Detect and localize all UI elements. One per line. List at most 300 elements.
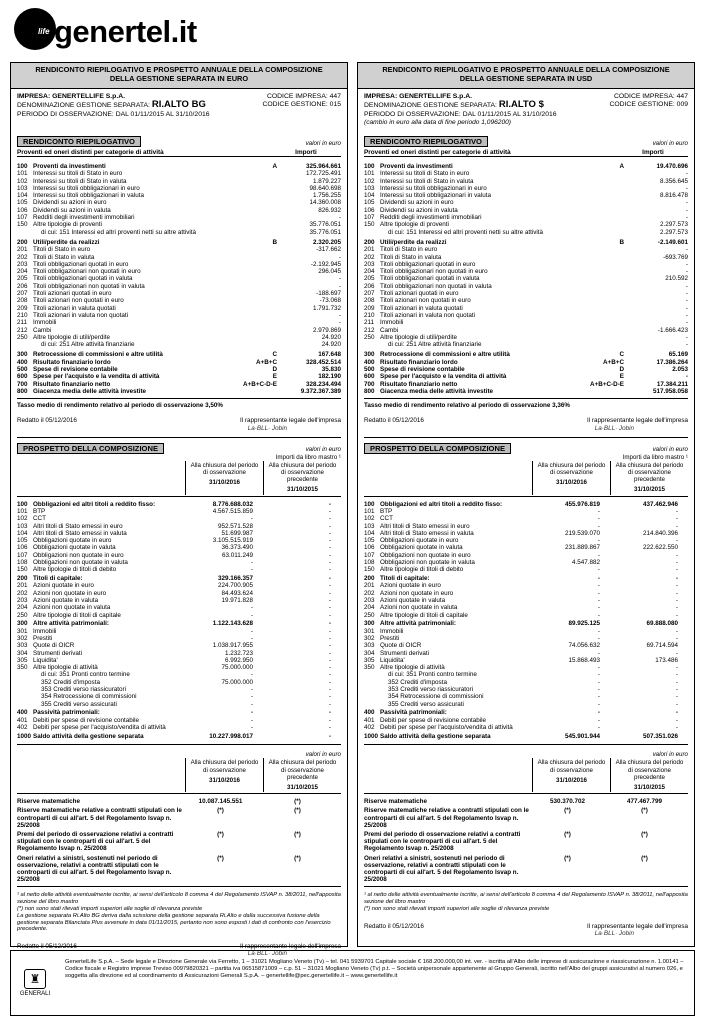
row-code: 207 bbox=[17, 290, 28, 298]
row-label: Proventi da investimenti bbox=[33, 163, 106, 170]
row-label: di cui: 151 Interessi ed altri proventi netti su altre attività bbox=[41, 228, 197, 236]
row-value: 172.725.491 bbox=[305, 170, 341, 178]
row-value-current: - bbox=[250, 709, 253, 717]
row-letter bbox=[580, 275, 630, 282]
row-value-previous: (*) bbox=[641, 854, 648, 862]
table-row bbox=[17, 830, 341, 854]
row-label: Riserve matematiche relative a contratti stipulati con le controparti di cui all'art. 5 del Regolamento Isvap n. 25/2008 bbox=[364, 807, 529, 829]
row-value-current: 10.087.145.551 bbox=[198, 798, 243, 806]
row-value: 9.372.367.389 bbox=[300, 387, 341, 395]
row-code: 401 bbox=[364, 716, 375, 724]
row-code: 305 bbox=[364, 656, 375, 664]
row-code: 208 bbox=[17, 297, 28, 305]
table-row bbox=[17, 508, 341, 515]
row-letter bbox=[580, 261, 630, 268]
row-code: 400 bbox=[17, 709, 28, 717]
date-current: 31/10/2016 bbox=[209, 479, 240, 487]
row-letter bbox=[233, 341, 283, 348]
table-row bbox=[17, 537, 341, 544]
row-code: 500 bbox=[364, 366, 375, 374]
rendiconto-table-head bbox=[364, 147, 688, 157]
table-row bbox=[364, 254, 688, 261]
gestione-name: RI.ALTO $ bbox=[498, 99, 544, 111]
table-row bbox=[364, 701, 688, 708]
row-label: Spese per l'acquisto e la vendita di attività bbox=[33, 373, 160, 381]
table-row bbox=[364, 334, 688, 341]
date-previous: 31/10/2015 bbox=[634, 783, 665, 791]
chiusura-periodo: Alla chiusura del periodo di osservazione bbox=[190, 461, 259, 477]
riserve-table bbox=[11, 794, 347, 884]
table-row bbox=[17, 724, 341, 731]
gestione-name: RI.ALTO BG bbox=[151, 99, 206, 111]
row-label: BTP bbox=[33, 507, 46, 515]
row-value-current: - bbox=[597, 582, 600, 590]
row-label: Redditi degli investimenti immobiliari bbox=[380, 214, 482, 222]
row-code: 150 bbox=[364, 566, 375, 574]
row-letter: C bbox=[619, 351, 624, 359]
row-code: 202 bbox=[17, 253, 28, 261]
report-subtitle: DELLA GESTIONE SEPARATA IN EURO bbox=[109, 73, 249, 83]
row-letter bbox=[580, 388, 630, 395]
table-row bbox=[364, 582, 688, 589]
row-label: Titoli azionari in valuta quotati bbox=[33, 304, 116, 312]
footnotes bbox=[11, 887, 347, 933]
row-code: 102 bbox=[17, 177, 28, 185]
row-label: Titoli di capitale: bbox=[380, 575, 430, 583]
row-value-current: - bbox=[597, 596, 600, 604]
row-code: 204 bbox=[17, 268, 28, 276]
row-value-current: 10.227.998.017 bbox=[209, 732, 253, 740]
row-value-previous: 214.840.396 bbox=[642, 529, 678, 537]
prospetto-table-head bbox=[11, 461, 347, 495]
lion-icon: ♜ bbox=[24, 969, 46, 989]
row-value: - bbox=[685, 373, 688, 381]
row-value-current: - bbox=[250, 627, 253, 635]
row-value-previous: - bbox=[675, 589, 678, 597]
chiusura-periodo: Alla chiusura del periodo di osservazione bbox=[190, 759, 259, 774]
row-code: 202 bbox=[364, 589, 375, 597]
row-code: 106 bbox=[364, 544, 375, 552]
row-value-previous: - bbox=[328, 589, 331, 597]
riserve-table bbox=[358, 794, 694, 884]
table-row bbox=[17, 268, 341, 275]
row-code: 208 bbox=[364, 297, 375, 305]
row-code: 102 bbox=[364, 177, 375, 185]
row-label: Titoli obbligazionari quotati in valuta bbox=[33, 275, 133, 283]
row-letter: C bbox=[272, 351, 277, 359]
row-label: 352 Crediti d'imposta bbox=[41, 678, 100, 686]
row-letter bbox=[233, 268, 283, 275]
row-letter bbox=[233, 388, 283, 395]
report-subtitle: DELLA GESTIONE SEPARATA IN USD bbox=[459, 73, 593, 83]
row-value-previous: - bbox=[328, 529, 331, 537]
row-value-previous: - bbox=[328, 559, 331, 566]
row-code: 205 bbox=[17, 275, 28, 283]
table-row bbox=[17, 297, 341, 304]
row-value-previous: - bbox=[328, 620, 331, 628]
row-label: Altre tipologie di attività bbox=[380, 664, 445, 672]
date-previous: 31/10/2015 bbox=[287, 783, 318, 791]
row-value-current: - bbox=[250, 604, 253, 612]
table-row bbox=[364, 185, 688, 192]
row-label: Altre tipologie di proventi bbox=[33, 221, 102, 229]
rendiconto-section-header bbox=[11, 135, 347, 147]
row-value: -188.697 bbox=[316, 290, 341, 298]
row-value-current: - bbox=[250, 611, 253, 619]
row-value: 517.958.058 bbox=[652, 387, 688, 395]
table-row bbox=[17, 275, 341, 282]
row-label: Liquidita' bbox=[33, 656, 58, 664]
row-value-previous: - bbox=[328, 551, 331, 559]
row-value-current: - bbox=[597, 678, 600, 686]
table-row bbox=[364, 381, 688, 388]
table-row bbox=[364, 319, 688, 326]
row-value: - bbox=[338, 275, 341, 283]
table-row bbox=[364, 327, 688, 334]
table-row bbox=[364, 559, 688, 566]
row-code: 301 bbox=[364, 627, 375, 635]
table-row bbox=[364, 501, 688, 508]
table-row bbox=[17, 305, 341, 312]
row-value-current: 455.976.819 bbox=[564, 500, 600, 508]
footnote-2: (*) non sono stati rilevati importi superiori alle soglie di rilevanza previste bbox=[364, 905, 550, 912]
row-code: 106 bbox=[364, 206, 375, 214]
row-code: 212 bbox=[364, 326, 375, 334]
table-row bbox=[364, 359, 688, 366]
table-row bbox=[17, 650, 341, 657]
row-value-previous: - bbox=[328, 732, 331, 740]
table-row bbox=[17, 709, 341, 716]
row-value: -317.662 bbox=[316, 246, 341, 254]
row-label: 355 Crediti verso assicurati bbox=[41, 700, 117, 708]
date-previous: 31/10/2015 bbox=[287, 486, 318, 494]
row-letter: E bbox=[619, 373, 624, 381]
row-label: Riserve matematiche bbox=[364, 798, 428, 806]
row-value-current: - bbox=[597, 611, 600, 619]
row-code: 202 bbox=[364, 253, 375, 261]
row-label: 354 Retrocessione di commissioni bbox=[388, 693, 484, 701]
table-row bbox=[17, 597, 341, 604]
table-row bbox=[364, 508, 688, 515]
row-value-previous: - bbox=[328, 596, 331, 604]
row-letter bbox=[580, 319, 630, 326]
row-code: 107 bbox=[364, 214, 375, 222]
row-value: - bbox=[685, 268, 688, 276]
row-label: Titoli azionari quotati in euro bbox=[380, 290, 459, 298]
row-letter bbox=[580, 229, 630, 236]
row-value-previous: 222.622.550 bbox=[642, 544, 678, 552]
row-value-previous: (*) bbox=[294, 807, 301, 815]
table-row bbox=[17, 806, 341, 830]
table-row bbox=[364, 283, 688, 290]
row-value-current: 63.011.249 bbox=[221, 551, 253, 559]
row-label: Passività patrimoniali: bbox=[380, 709, 447, 717]
row-value: -1.666.423 bbox=[657, 326, 688, 334]
row-code: 100 bbox=[364, 500, 375, 508]
table-row bbox=[364, 523, 688, 530]
row-label: BTP bbox=[380, 507, 393, 515]
row-value: 35.830 bbox=[321, 366, 341, 374]
row-code: 206 bbox=[364, 282, 375, 290]
row-code: 209 bbox=[17, 304, 28, 312]
table-row bbox=[17, 163, 341, 170]
table-row bbox=[364, 178, 688, 185]
row-code: 201 bbox=[364, 582, 375, 590]
row-value-previous: - bbox=[328, 575, 331, 583]
row-value-previous: - bbox=[675, 604, 678, 612]
row-value: - bbox=[685, 304, 688, 312]
row-letter: B bbox=[619, 238, 624, 246]
table-row bbox=[17, 199, 341, 206]
row-value: - bbox=[685, 170, 688, 178]
row-label: Prestiti bbox=[380, 634, 400, 642]
row-value-current: - bbox=[250, 559, 253, 566]
row-label: Titoli obbligazionari non quotati in euro bbox=[33, 268, 141, 276]
row-code bbox=[364, 701, 380, 708]
table-row bbox=[17, 657, 341, 664]
row-value-previous: - bbox=[675, 693, 678, 701]
table-row bbox=[17, 351, 341, 358]
table-row bbox=[17, 207, 341, 214]
row-label: Cambi bbox=[380, 326, 399, 334]
row-value-previous: - bbox=[675, 537, 678, 545]
row-code: 600 bbox=[17, 373, 28, 381]
genertel-logo bbox=[14, 8, 214, 54]
row-label: Azioni quotate in valuta bbox=[380, 596, 446, 604]
row-code bbox=[364, 229, 380, 236]
row-letter bbox=[580, 170, 630, 177]
row-value-previous: - bbox=[675, 634, 678, 642]
row-label: Prestiti bbox=[33, 634, 53, 642]
row-label: Riserve matematiche bbox=[17, 798, 81, 806]
row-label: Titoli di Stato in euro bbox=[33, 246, 91, 254]
row-value-current: - bbox=[597, 537, 600, 545]
row-value-current: - bbox=[597, 507, 600, 515]
row-label: Titoli obbligazionari non quotati in euro bbox=[380, 268, 488, 276]
row-value-current: - bbox=[250, 515, 253, 523]
valori-label: valori in euro bbox=[652, 139, 688, 147]
row-value-current: - bbox=[597, 515, 600, 523]
row-label: Dividendi su azioni in euro bbox=[380, 199, 454, 207]
footnote-1: ¹ al netto delle attività eventualmente iscritte, ai sensi dell'articolo 8 comma 4 del Regolamento ISVAP n. 38/2011, nell'apposita sezione del libro mastro bbox=[17, 892, 341, 906]
row-code: 500 bbox=[17, 366, 28, 374]
row-label: Azioni quotate in valuta bbox=[33, 596, 99, 604]
row-code: 302 bbox=[364, 634, 375, 642]
row-letter bbox=[580, 185, 630, 192]
row-code: 300 bbox=[17, 351, 28, 359]
row-label: Immobili bbox=[380, 319, 404, 327]
row-value-previous: - bbox=[675, 575, 678, 583]
row-label: Azioni non quotate in valuta bbox=[380, 604, 458, 612]
row-value-previous: - bbox=[328, 649, 331, 657]
importi-head: Importi bbox=[642, 148, 664, 156]
row-letter bbox=[580, 283, 630, 290]
row-code: 101 bbox=[364, 170, 375, 178]
table-row bbox=[364, 650, 688, 657]
row-code: 201 bbox=[17, 582, 28, 590]
row-value: 328.452.514 bbox=[305, 358, 341, 366]
row-letter: B bbox=[272, 238, 277, 246]
table-row bbox=[17, 733, 341, 740]
row-label: Premi del periodo di osservazione relativi a contratti stipulati con le controparti di cui all'art. 5 del Regolamento Isvap n. 25/2008 bbox=[17, 830, 174, 853]
row-label: di cui: 351 Pronti contro termine bbox=[388, 671, 477, 679]
row-value-previous: - bbox=[675, 649, 678, 657]
row-code: 103 bbox=[364, 184, 375, 192]
row-label: Titoli di Stato in valuta bbox=[33, 253, 95, 261]
table-row bbox=[17, 604, 341, 611]
row-value-current: 84.493.624 bbox=[221, 589, 253, 597]
table-row bbox=[17, 501, 341, 508]
row-value-current: - bbox=[597, 551, 600, 559]
row-letter: D bbox=[619, 366, 624, 374]
table-row bbox=[364, 642, 688, 649]
row-label: Saldo attività della gestione separata bbox=[33, 732, 144, 740]
row-value: 167.648 bbox=[318, 351, 341, 359]
row-label: Titoli obbligazionari quotati in euro bbox=[33, 260, 129, 268]
row-value: -693.769 bbox=[663, 253, 688, 261]
row-value-previous: - bbox=[675, 566, 678, 574]
row-label: Immobili bbox=[33, 627, 57, 635]
row-value-current: (*) bbox=[564, 854, 571, 862]
row-code: 100 bbox=[364, 163, 375, 170]
row-value: - bbox=[685, 246, 688, 254]
table-row bbox=[17, 566, 341, 573]
report-header bbox=[11, 63, 347, 89]
report-title: RENDICONTO RIEPILOGATIVO E PROSPETTO ANNUALE DELLA COMPOSIZIONE bbox=[382, 65, 670, 74]
table-row bbox=[17, 246, 341, 253]
row-value-current: - bbox=[250, 671, 253, 679]
table-row bbox=[17, 373, 341, 380]
table-row bbox=[17, 575, 341, 582]
riserve-table-head bbox=[358, 758, 694, 792]
table-row bbox=[364, 830, 688, 854]
row-letter bbox=[233, 290, 283, 297]
row-value-previous: - bbox=[328, 582, 331, 590]
row-code: 204 bbox=[17, 604, 28, 612]
table-row bbox=[364, 597, 688, 604]
row-value-previous: - bbox=[328, 522, 331, 530]
row-value-previous: - bbox=[675, 582, 678, 590]
date-current: 31/10/2016 bbox=[209, 776, 240, 784]
redatto-date: Redatto il 05/12/2016 bbox=[364, 417, 424, 425]
row-code: 150 bbox=[364, 221, 375, 229]
table-row bbox=[17, 170, 341, 177]
date-previous: 31/10/2015 bbox=[634, 486, 665, 494]
row-code: 104 bbox=[17, 192, 28, 200]
rappresentante-label: Il rappresentante legale dell'impresa bbox=[240, 417, 341, 425]
row-value: 8.356.645 bbox=[659, 177, 688, 185]
row-letter bbox=[233, 319, 283, 326]
table-row bbox=[17, 671, 341, 678]
row-label: Titoli di Stato in valuta bbox=[380, 253, 442, 261]
row-label: Risultato finanziario netto bbox=[380, 380, 458, 388]
row-value-current: - bbox=[597, 709, 600, 717]
row-value: 2.053 bbox=[672, 366, 688, 374]
row-label: Obbligazioni ed altri titoli a reddito fisso: bbox=[380, 500, 503, 508]
row-value-previous: - bbox=[675, 724, 678, 732]
column-euro bbox=[10, 62, 348, 958]
table-row bbox=[364, 686, 688, 693]
row-value-previous: 507.351.026 bbox=[642, 732, 678, 740]
row-label: Quote di OICR bbox=[33, 642, 75, 650]
valori-label: valori in euro bbox=[305, 139, 341, 147]
row-label: CCT bbox=[33, 515, 46, 523]
row-value-current: 75.000.000 bbox=[221, 664, 253, 672]
prospetto-section-header bbox=[11, 442, 347, 454]
table-row bbox=[364, 604, 688, 611]
row-label: Obbligazioni quotate in valuta bbox=[33, 544, 116, 552]
row-value: - bbox=[685, 341, 688, 349]
prospetto-table-head bbox=[358, 461, 694, 495]
row-label: Altre tipologie di titoli di capitale bbox=[380, 611, 468, 619]
row-value: 826.932 bbox=[318, 206, 341, 214]
proventi-head: Proventi ed oneri distinti per categorie di attività bbox=[364, 148, 511, 156]
row-code: 200 bbox=[17, 575, 28, 583]
row-label: 352 Crediti d'imposta bbox=[388, 678, 447, 686]
signature: La·BLL· Jobin bbox=[247, 950, 287, 958]
row-value: 35.776.051 bbox=[309, 221, 341, 229]
row-value-previous: - bbox=[675, 709, 678, 717]
table-row bbox=[364, 590, 688, 597]
row-letter bbox=[233, 185, 283, 192]
row-code: 106 bbox=[17, 206, 28, 214]
row-value-current: - bbox=[250, 634, 253, 642]
chiusura-precedente: Alla chiusura del periodo di osservazione precedente bbox=[615, 461, 684, 484]
table-row bbox=[17, 359, 341, 366]
table-row bbox=[17, 664, 341, 671]
redatto-line bbox=[11, 933, 347, 950]
row-code: 211 bbox=[364, 319, 375, 327]
table-row bbox=[364, 635, 688, 642]
row-letter bbox=[580, 305, 630, 312]
row-label: Oneri relativi a sinistri, sostenuti nel periodo di osservazione, relativi a contratti stipulati con le controparti di cui all'art. 5 del Regolamento Isvap n. 25/2008 bbox=[17, 854, 172, 884]
row-value: 17.386.264 bbox=[656, 358, 688, 366]
periodo: PERIODO DI OSSERVAZIONE: DAL 01/11/2015 AL 31/10/2016 bbox=[364, 110, 557, 118]
row-label: Giacenza media delle attività investite bbox=[33, 387, 147, 395]
row-letter bbox=[233, 254, 283, 261]
row-code: 150 bbox=[17, 566, 28, 574]
row-value-current: - bbox=[597, 686, 600, 694]
row-value: 182.190 bbox=[318, 373, 341, 381]
table-row bbox=[364, 709, 688, 716]
generali-logo bbox=[11, 951, 59, 1015]
row-label: Spese di revisione contabile bbox=[380, 366, 465, 374]
row-code: 105 bbox=[17, 199, 28, 207]
row-code: 108 bbox=[364, 559, 375, 566]
row-letter bbox=[233, 275, 283, 282]
row-letter bbox=[580, 290, 630, 297]
row-code: 302 bbox=[17, 634, 28, 642]
table-row bbox=[17, 381, 341, 388]
row-label: Strumenti derivati bbox=[380, 649, 429, 657]
row-code: 204 bbox=[364, 268, 375, 276]
table-row bbox=[17, 261, 341, 268]
table-row bbox=[364, 388, 688, 395]
row-label: Interessi su titoli di Stato in valuta bbox=[380, 177, 474, 185]
row-value-previous: - bbox=[328, 724, 331, 732]
row-code: 104 bbox=[364, 529, 375, 537]
row-label: Proventi da investimenti bbox=[380, 163, 453, 170]
table-row bbox=[364, 214, 688, 221]
table-row bbox=[364, 552, 688, 559]
row-label: Obbligazioni non quotate in euro bbox=[33, 551, 124, 559]
row-letter bbox=[233, 327, 283, 334]
importi-head: Importi bbox=[295, 148, 317, 156]
row-label: Spese di revisione contabile bbox=[33, 366, 118, 374]
row-letter bbox=[580, 334, 630, 341]
row-value-current: 952.571.528 bbox=[217, 522, 253, 530]
row-letter bbox=[580, 246, 630, 253]
